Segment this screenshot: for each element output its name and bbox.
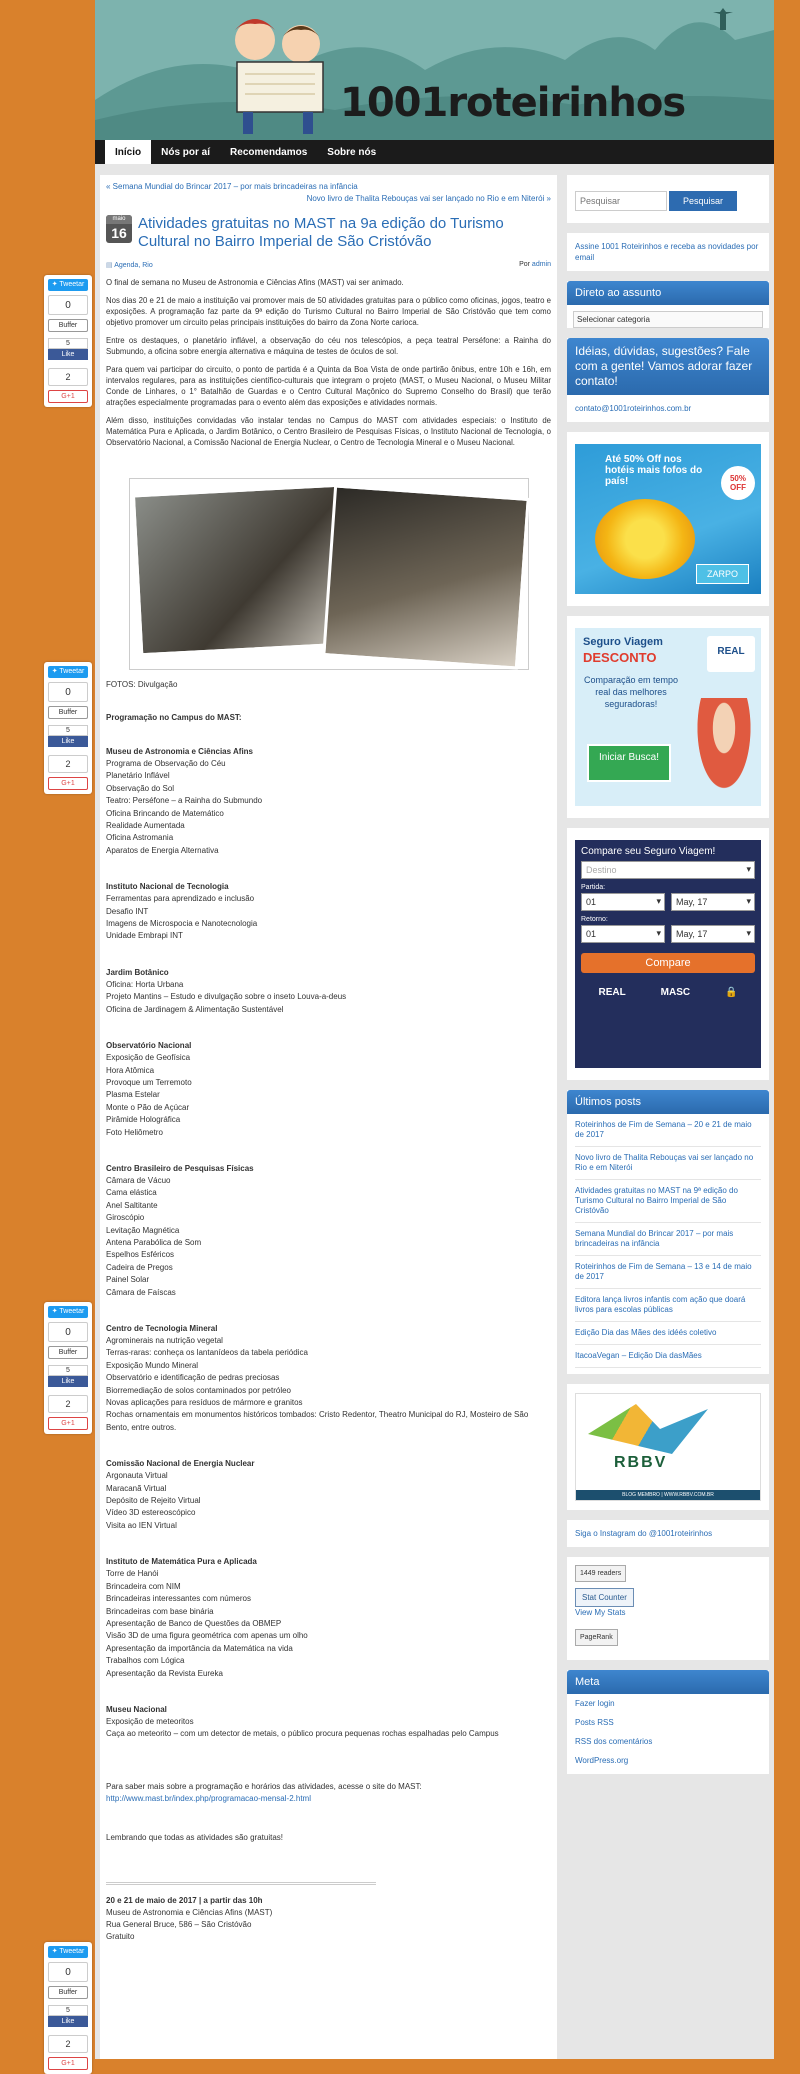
recent-post-link[interactable]: Editora lança livros infantis com ação que doará livros para escolas públicas	[575, 1289, 761, 1322]
program-item: Apresentação da Revista Eureka	[106, 1668, 223, 1678]
recent-post-link[interactable]: Atividades gratuitas no MAST na 9ª edição do Turismo Cultural no Bairro Imperial de São Cristóvão	[575, 1180, 761, 1223]
recent-post-link[interactable]: Roteirinhos de Fim de Semana – 20 e 21 de maio de 2017	[575, 1114, 761, 1147]
program-item: Desafio INT	[106, 906, 149, 916]
tweet-label: Tweetar	[59, 281, 85, 288]
share-bar	[44, 1942, 92, 2074]
retorno-label: Retorno:	[581, 916, 608, 923]
event-venue-line: Museu de Astronomia e Ciências Afins (MAST)	[106, 1907, 273, 1917]
instagram-link[interactable]: Siga o Instagram do @1001roteirinhos	[575, 1529, 713, 1538]
gplus-count: 2	[48, 1395, 88, 1413]
program-item: Novas aplicações para resíduos de mármore e granitos	[106, 1398, 303, 1408]
subscribe-widget	[567, 233, 769, 271]
retorno-day-select[interactable]: 01 ▾	[581, 925, 665, 943]
program-item: Ferramentas para aprendizado e inclusão	[106, 894, 255, 904]
program-item: Antena Parabólica de Som	[106, 1237, 202, 1247]
recent-posts-list	[567, 1114, 769, 1368]
traveler-illustration	[693, 698, 755, 798]
program-item: Provoque um Terremoto	[106, 1077, 192, 1087]
prev-post-link[interactable]: « Semana Mundial do Brincar 2017 – por mais brincadeiras na infância	[106, 182, 358, 191]
post-photo-2	[322, 484, 530, 669]
tweet-count: 0	[48, 682, 88, 702]
buffer-button[interactable]: Buffer	[48, 1986, 88, 1999]
post-header	[106, 215, 551, 251]
program-item: Pirâmide Holográfica	[106, 1115, 181, 1125]
program-item: Cadeira de Pregos	[106, 1262, 173, 1272]
masc-logo: MASC	[660, 987, 691, 998]
program-item: Espelhos Esféricos	[106, 1250, 175, 1260]
more-info-text: Para saber mais sobre a programação e horários das atividades, acesse o site do MAST:	[106, 1781, 422, 1791]
program-item: Apresentação da importância da Matemática na vida	[106, 1643, 293, 1653]
twitter-bird-icon: ✦	[51, 281, 60, 288]
post-paragraph: O final de semana no Museu de Astronomia e Ciências Afins (MAST) vai ser animado.	[106, 278, 404, 287]
seguro-ad-text: Comparação em tempo real das melhores seguradoras!	[583, 675, 679, 709]
program-group	[106, 746, 551, 857]
program-group	[106, 881, 551, 943]
search-input[interactable]	[575, 191, 667, 211]
program-item: Exposição de meteoritos	[106, 1716, 194, 1726]
facebook-like	[48, 725, 88, 747]
program-item: Realidade Aumentada	[106, 821, 185, 831]
tweet-label: Tweetar	[59, 1308, 85, 1315]
free-reminder: Lembrando que todas as atividades são gratuitas!	[106, 1832, 284, 1842]
compare-button[interactable]: Compare	[581, 953, 755, 973]
facebook-like-button[interactable]: Like	[48, 736, 88, 747]
buffer-button[interactable]: Buffer	[48, 706, 88, 719]
recent-post-link[interactable]: Semana Mundial do Brincar 2017 – por mais brincadeiras na infância	[575, 1223, 761, 1256]
program-group	[106, 1458, 551, 1532]
program-item: Cama elástica	[106, 1188, 157, 1198]
photo-credit: FOTOS: Divulgação	[106, 680, 178, 689]
post-photo-collage	[129, 478, 529, 670]
real-seguro-logo: REAL	[598, 987, 626, 998]
retorno-month-select[interactable]: May, 17 ▾	[671, 925, 755, 943]
divider	[106, 1882, 376, 1885]
category-select[interactable]: Selecionar categoria	[573, 311, 763, 328]
program-item: Levitação Magnética	[106, 1225, 180, 1235]
subscribe-link[interactable]: Assine 1001 Roteirinhos e receba as novidades por email	[575, 242, 759, 262]
gplus-button[interactable]: G+1	[48, 390, 88, 403]
nav-item-nos-por-ai[interactable]: Nós por aí	[161, 146, 211, 158]
facebook-count: 5	[48, 338, 88, 349]
contact-widget	[567, 338, 769, 422]
program-group	[106, 967, 551, 1016]
tweet-button[interactable]	[48, 666, 88, 678]
facebook-count: 5	[48, 1365, 88, 1376]
program-item: Observatório e identificação de pedras preciosas	[106, 1373, 280, 1383]
post-author-line	[519, 261, 551, 269]
tweet-button[interactable]	[48, 1306, 88, 1318]
float-ring-image	[595, 499, 695, 579]
program-group-title: Jardim Botânico	[106, 967, 169, 977]
share-bar	[44, 662, 92, 794]
tweet-count: 0	[48, 295, 88, 315]
rbbv-birds-graphic	[588, 1404, 708, 1454]
category-widget-title: Direto ao assunto	[567, 281, 769, 305]
partida-month-select[interactable]: May, 17 ▾	[671, 893, 755, 911]
recent-post-link[interactable]: Roteirinhos de Fim de Semana – 13 e 14 de maio de 2017	[575, 1256, 761, 1289]
program-group-title: Comissão Nacional de Energia Nuclear	[106, 1459, 255, 1469]
tweet-label: Tweetar	[59, 668, 85, 675]
facebook-like-button[interactable]: Like	[48, 349, 88, 360]
compare-title: Compare seu Seguro Viagem!	[581, 846, 716, 857]
program-item: Giroscópio	[106, 1213, 145, 1223]
real-logo: REAL	[707, 636, 755, 672]
program-item: Painel Solar	[106, 1275, 150, 1285]
recent-post-link[interactable]: ItacoaVegan – Edição Dia dasMães	[575, 1345, 761, 1368]
post-date-badge	[106, 215, 132, 243]
program-group	[106, 1704, 551, 1741]
program-group	[106, 1556, 551, 1680]
instagram-widget	[567, 1520, 769, 1547]
post-paragraph: Para quem vai participar do circuito, o ponto de partida é a Quinta da Boa Vista de onde partirão ônibus, entre 10h e 16h, em intervalos regulares, para as instituições científico-culturais que integram o projeto (MAST, o Museu Nacional, o Museu Militar Conde de Linhares, o 1° Batalhão de Guardas e o Centro Cultural Maçônico do Supremo Conselho do Brasil) que terão atrações especialmente programadas para o evento além das exposições e atividades normais.	[106, 365, 551, 407]
facebook-like	[48, 338, 88, 360]
nav-item-inicio[interactable]: Início	[105, 140, 151, 164]
post-meta	[106, 261, 551, 269]
program-item: Apresentação de Banco de Questões da OBMEP	[106, 1618, 282, 1628]
next-post-link[interactable]: Novo livro de Thalita Rebouças vai ser lançado no Rio e em Niterói »	[306, 194, 551, 203]
program-item: Rochas ornamentais em monumentos históricos tombados: Cristo Redentor, Theatro Municipal do RJ, Mosteiro de São Bento, entre outros.	[106, 1410, 529, 1432]
program-group-title: Museu de Astronomia e Ciências Afins	[106, 747, 253, 756]
posts-rss-link[interactable]: Posts RSS	[575, 1718, 614, 1727]
seguro-ad-title: Seguro Viagem	[583, 636, 663, 648]
nav-item-recomendamos[interactable]: Recomendamos	[230, 146, 308, 158]
program-item: Brincadeiras com base binária	[106, 1606, 214, 1616]
program-item: Câmara de Faíscas	[106, 1287, 176, 1297]
recent-post-link[interactable]: Edição Dia das Mães des idéés coletivo	[575, 1322, 761, 1345]
statcounter-badge[interactable]: Stat Counter	[575, 1588, 634, 1607]
program-item: Monte o Pão de Açúcar	[106, 1102, 190, 1112]
program-item: Foto Heliômetro	[106, 1127, 163, 1137]
program-item: Brincadeiras interessantes com números	[106, 1594, 251, 1604]
event-date-line: 20 e 21 de maio de 2017 | a partir das 10h	[106, 1895, 263, 1905]
program-item: Unidade Embrapi INT	[106, 931, 183, 941]
program-group	[106, 1163, 551, 1299]
rbbv-badge[interactable]	[575, 1393, 761, 1501]
buffer-button[interactable]: Buffer	[48, 1346, 88, 1359]
search-button[interactable]: Pesquisar	[669, 191, 737, 211]
program-item: Programa de Observação do Céu	[106, 759, 226, 768]
zarpo-ad[interactable]	[575, 444, 761, 594]
login-link[interactable]: Fazer login	[575, 1699, 615, 1708]
program-item: Caça ao meteorito – com um detector de metais, o público procura pequenas rochas espalhadas pelo Campus	[106, 1729, 499, 1739]
rbbv-widget	[567, 1384, 769, 1510]
program-item: Planetário Inflável	[106, 771, 170, 781]
recent-post-link[interactable]: Novo livro de Thalita Rebouças vai ser lançado no Rio e em Niterói	[575, 1147, 761, 1180]
post-paragraphs	[106, 277, 551, 448]
program-item: Plasma Estelar	[106, 1090, 160, 1100]
rbbv-logo: RBBV	[614, 1454, 668, 1471]
gplus-button[interactable]: G+1	[48, 777, 88, 790]
tweet-count: 0	[48, 1962, 88, 1982]
facebook-like-button[interactable]: Like	[48, 1376, 88, 1387]
program-item: Oficina Brincando de Matemático	[106, 808, 224, 818]
gplus-button[interactable]: G+1	[48, 2057, 88, 2070]
post-categories[interactable]: ▤ Agenda, Rio	[106, 261, 153, 269]
program-group	[106, 1323, 551, 1434]
buffer-button[interactable]: Buffer	[48, 319, 88, 332]
rbbv-footer: BLOG MEMBRO | WWW.RBBV.COM.BR	[576, 1490, 760, 1500]
program-item: Depósito de Rejeito Virtual	[106, 1496, 201, 1506]
nav-item-sobre-nos[interactable]: Sobre nós	[327, 146, 377, 158]
program-item: Aparatos de Energia Alternativa	[106, 845, 219, 855]
facebook-like	[48, 2005, 88, 2027]
author-prefix: Por	[519, 261, 530, 268]
compare-ad-widget	[567, 828, 769, 1080]
program-group-title: Centro Brasileiro de Pesquisas Físicas	[106, 1163, 254, 1173]
site-logo-text[interactable]: 1001roteirinhos	[340, 80, 686, 126]
program-item: Maracanã Virtual	[106, 1483, 167, 1493]
program-item: Brincadeira com NIM	[106, 1581, 181, 1591]
program-item: Torre de Hanói	[106, 1569, 159, 1579]
partida-label: Partida:	[581, 884, 606, 891]
facebook-like-button[interactable]: Like	[48, 2016, 88, 2027]
post-paragraph: Entre os destaques, o planetário inflável, a observação do céu nos telescópios, a peça teatral Perséfone: a Rainha do Submundo, a oficina sobre energia alternativa e máquina de testes de óculos de sol.	[106, 336, 551, 356]
twitter-bird-icon: ✦	[51, 1948, 60, 1955]
tweet-count: 0	[48, 1322, 88, 1342]
twitter-bird-icon: ✦	[51, 1308, 60, 1315]
program-item: Visão 3D de uma figura geométrica com apenas um olho	[106, 1631, 308, 1641]
zarpo-ad-brand: ZARPO	[696, 564, 749, 584]
gplus-count: 2	[48, 368, 88, 386]
lock-icon: 🔒	[725, 987, 738, 998]
event-summary	[106, 1895, 551, 1943]
program-item: Teatro: Perséfone – a Rainha do Submundo	[106, 796, 263, 806]
tweet-label: Tweetar	[59, 1948, 85, 1955]
category-widget	[567, 281, 769, 328]
program-item: Observação do Sol	[106, 783, 175, 793]
program-item: Exposição Mundo Mineral	[106, 1360, 199, 1370]
program-item: Oficina: Horta Urbana	[106, 979, 184, 989]
program-item: Exposição de Geofísica	[106, 1053, 191, 1063]
program-item: Trabalhos com Lógica	[106, 1656, 185, 1666]
post-paragraph: Nos dias 20 e 21 de maio a instituição vai promover mais de 50 atividades gratuitas para o público como oficinas, jogos, teatro e exposições. A programação faz parte da 9ª edição do Turismo Cultural no Bairro Imperial de São Cristóvão que tem como objetivo promover um circuito pelas principais instituições do bairro da Zona Norte carioca.	[106, 296, 551, 327]
share-bar	[44, 1302, 92, 1434]
recent-posts-widget	[567, 1090, 769, 1374]
program-item: Biorremediação de solos contaminados por petróleo	[106, 1385, 291, 1395]
tweet-button[interactable]	[48, 279, 88, 291]
recent-posts-title: Últimos posts	[567, 1090, 769, 1114]
seguro-ad-widget	[567, 616, 769, 818]
program-item: Oficina Astromania	[106, 833, 174, 843]
wordpress-link[interactable]: WordPress.org	[575, 1756, 629, 1765]
post-content-area	[100, 175, 557, 2059]
pagerank-badge[interactable]: PageRank	[575, 1629, 618, 1646]
facebook-like	[48, 1365, 88, 1387]
program-group	[106, 1040, 551, 1139]
program-group-title: Centro de Tecnologia Mineral	[106, 1324, 218, 1333]
twitter-bird-icon: ✦	[51, 668, 60, 675]
seguro-ad-discount: DESCONTO	[583, 650, 657, 665]
gplus-button[interactable]: G+1	[48, 1417, 88, 1430]
meta-widget	[567, 1670, 769, 1774]
kids-logo-illustration	[225, 10, 335, 138]
facebook-count: 5	[48, 725, 88, 736]
zarpo-ad-text: Até 50% Off nos hotéis mais fofos do país!	[605, 454, 703, 487]
view-stats-link[interactable]: View My Stats	[575, 1608, 626, 1617]
program-title: Programação no Campus do MAST:	[106, 713, 242, 722]
post-navigation	[106, 181, 551, 205]
seguro-viagem-ad[interactable]	[575, 628, 761, 806]
page-wrapper	[95, 0, 774, 2059]
program-item: Imagens de Microspocia e Nanotecnologia	[106, 919, 258, 929]
program-item: Agrominerais na nutrição vegetal	[106, 1336, 223, 1345]
sidebar	[567, 175, 769, 1784]
post-date-day: 16	[111, 225, 127, 241]
more-info	[106, 1781, 551, 1805]
search-widget	[567, 175, 769, 223]
feedburner-readers-badge[interactable]: 1449 readers	[575, 1565, 626, 1582]
post-photo-1	[131, 484, 347, 657]
meta-widget-title: Meta	[567, 1670, 769, 1694]
program-group-title: Instituto Nacional de Tecnologia	[106, 882, 229, 892]
stats-widget	[567, 1557, 769, 1660]
destino-select[interactable]: Destino ▾	[581, 861, 755, 879]
program-item: Argonauta Virtual	[106, 1471, 168, 1481]
gplus-count: 2	[48, 755, 88, 773]
program-item: Visita ao IEN Virtual	[106, 1520, 177, 1530]
gplus-count: 2	[48, 2035, 88, 2053]
program-item: Câmara de Vácuo	[106, 1175, 171, 1185]
mast-program-link[interactable]: http://www.mast.br/index.php/programacao-mensal-2.html	[106, 1793, 311, 1803]
comments-rss-link[interactable]: RSS dos comentários	[575, 1737, 653, 1746]
facebook-count: 5	[48, 2005, 88, 2016]
contact-email-link[interactable]: contato@1001roteirinhos.com.br	[575, 404, 692, 413]
program-item: Oficina de Jardinagem & Alimentação Sustentável	[106, 1004, 284, 1014]
event-address-line: Rua General Bruce, 586 – São Cristóvão	[106, 1919, 252, 1929]
zarpo-ad-badge: 50% OFF	[721, 466, 755, 500]
partida-day-select[interactable]: 01 ▾	[581, 893, 665, 911]
contact-widget-title: Idéias, dúvidas, sugestões? Fale com a gente! Vamos adorar fazer contato!	[567, 338, 769, 395]
zarpo-ad-widget	[567, 432, 769, 606]
program-item: Vídeo 3D estereoscópico	[106, 1508, 196, 1518]
main-nav	[95, 140, 774, 164]
program-item: Projeto Mantins – Estudo e divulgação sobre o inseto Louva-a-deus	[106, 992, 347, 1002]
tweet-button[interactable]	[48, 1946, 88, 1958]
program-group-title: Observatório Nacional	[106, 1041, 192, 1051]
program-item: Anel Saltitante	[106, 1200, 158, 1210]
program-groups	[106, 746, 551, 1741]
post-paragraph: Além disso, instituições convidadas vão instalar tendas no Campus do MAST com atividades especiais: o Instituto de Matemática Pura e Aplicada, o Jardim Botânico, o Centro Brasileiro de Pesquisas Físicas, o Instituto Nacional de Tecnologia, o Observatório Nacional, a Comissão Nacional de Energia Nuclear, o Centro de Tecnologia Mineral e o Museu Nacional.	[106, 416, 551, 447]
post-date-month: maio	[106, 215, 132, 224]
post-author-link[interactable]: admin	[531, 261, 551, 268]
post-title[interactable]: Atividades gratuitas no MAST na 9a edição do Turismo Cultural no Bairro Imperial de São Cristóvão	[138, 215, 504, 250]
compare-seguro-form	[575, 840, 761, 1068]
program-group-title: Instituto de Matemática Pura e Aplicada	[106, 1557, 257, 1567]
program-group-title: Museu Nacional	[106, 1704, 167, 1714]
share-bar	[44, 275, 92, 407]
seguro-ad-button[interactable]: Iniciar Busca!	[587, 744, 671, 782]
program-item: Hora Atômica	[106, 1065, 155, 1075]
site-header	[95, 0, 774, 140]
event-price-line: Gratuito	[106, 1931, 135, 1941]
program-item: Terras-raras: conheça os lantanídeos da tabela periódica	[106, 1348, 308, 1358]
